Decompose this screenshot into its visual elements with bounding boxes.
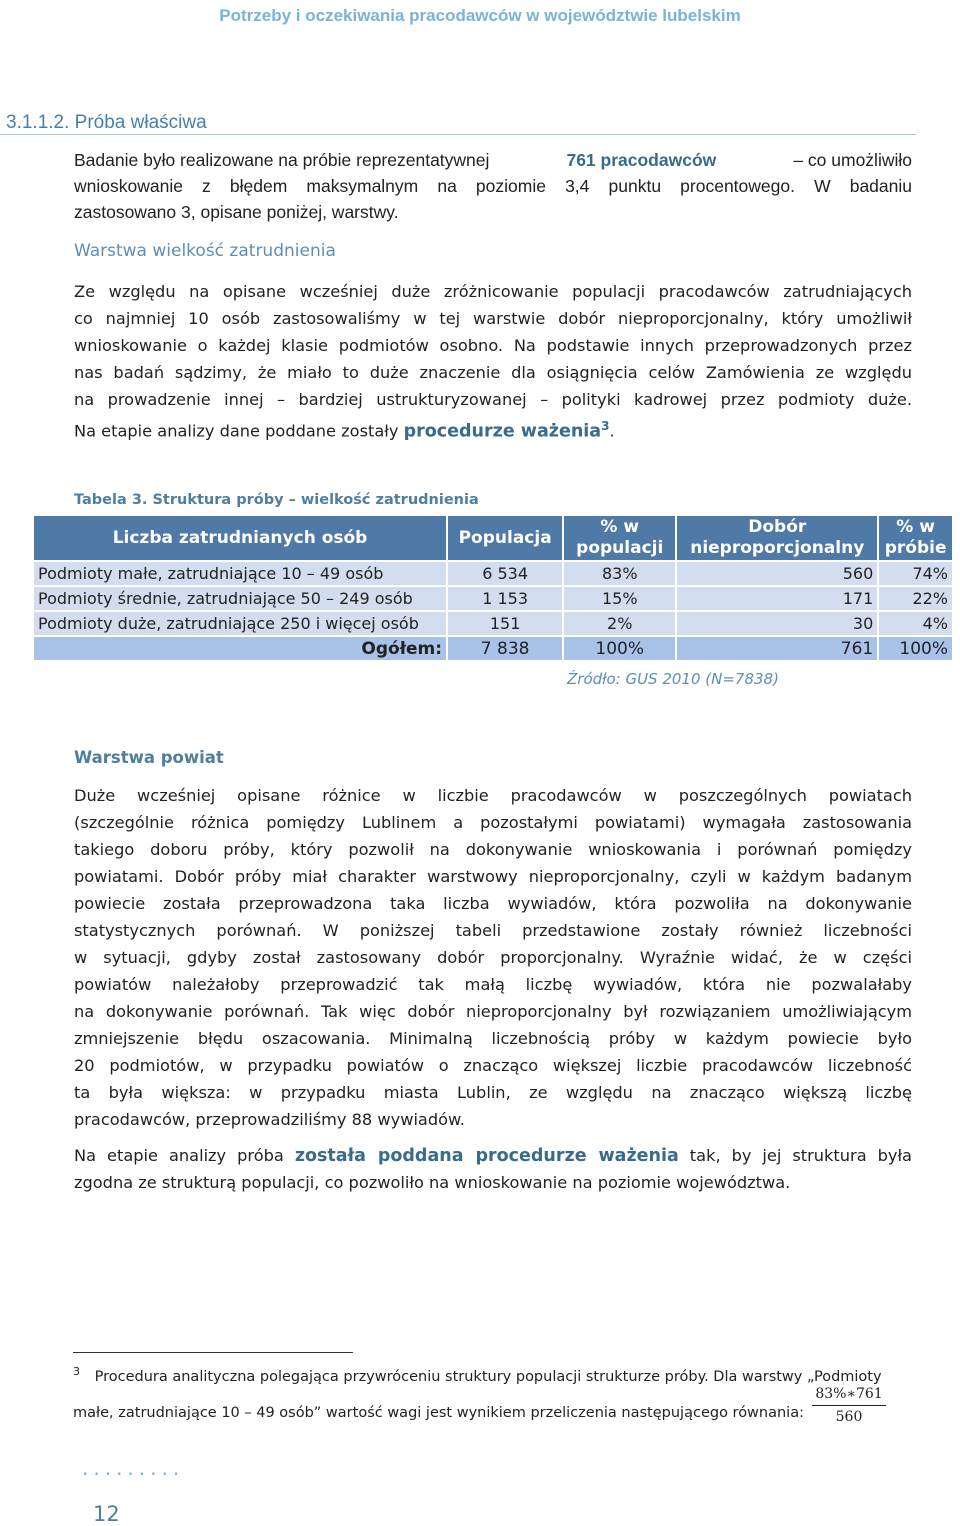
text-fragment: tak, by jej struktura była [689, 1146, 912, 1165]
paragraph-line: statystycznych porównań. W poniższej tabeli przedstawione zostały również liczebności [74, 921, 912, 940]
cell-population: 6 534 [448, 562, 562, 585]
paragraph-line: nas badań sądzimy, że miało to duże znaczenie dla osiągnięcia celów Zamówienia ze względu [74, 363, 912, 382]
sample-structure-table [32, 514, 954, 662]
weight-equation [812, 1386, 886, 1425]
stratum-district-paragraph [74, 782, 912, 1133]
section-heading: 3.1.1.2. Próba właściwa [6, 112, 207, 133]
table-header-row [34, 516, 952, 560]
cell-label: Podmioty duże, zatrudniające 250 i więcej osób [34, 612, 446, 635]
cell-pct-sample: 22% [879, 587, 952, 610]
equation-numerator: 83%∗761 [815, 1386, 883, 1402]
paragraph-line: Ze względu na opisane wcześniej duże zróżnicowanie populacji pracodawców zatrudniających [74, 282, 912, 301]
page-number: 12 [93, 1502, 120, 1526]
cell-label: Podmioty małe, zatrudniające 10 – 49 osób [34, 562, 446, 585]
section-rule [0, 134, 916, 135]
cell-pct-population: 83% [564, 562, 675, 585]
paragraph-line: powiatów należałoby przeprowadzić tak małą liczbę wywiadów, która nie pozwalałaby [74, 975, 912, 994]
paragraph-line: 20 podmiotów, w przypadku powiatów o znacząco większej liczbie pracodawców liczebność [74, 1056, 912, 1075]
cell-total-population: 7 838 [448, 637, 562, 660]
cell-pct-population: 15% [564, 587, 675, 610]
footnote-mark: 3 [73, 1365, 80, 1378]
weighting-highlight: została poddana procedurze ważenia [294, 1146, 679, 1166]
table-source: Źródło: GUS 2010 (N=7838) [567, 670, 779, 688]
table-total-row [34, 637, 952, 660]
fraction-bar [812, 1405, 886, 1406]
stratum-district-heading: Warstwa powiat [74, 748, 224, 767]
intro-line-2: wnioskowanie z błędem maksymalnym na poziomie 3,4 punktu procentowego. W badaniu [74, 176, 912, 196]
intro-line-1c: – co umożliwiło [793, 150, 912, 170]
footer-dots: ········· [82, 1462, 185, 1486]
paragraph-line: co najmniej 10 osób zastosowaliśmy w tej warstwie dobór nieproporcjonalny, który umożliwił [74, 309, 912, 328]
paragraph-line: zgodna ze strukturą populacji, co pozwoliło na wnioskowanie na poziomie województwa. [74, 1173, 791, 1192]
cell-label: Podmioty średnie, zatrudniające 50 – 249 osób [34, 587, 446, 610]
paragraph-line: (szczególnie różnica pomiędzy Lublinem a pozostałymi powiatami) wymagała zastosowania [74, 813, 912, 832]
cell-population: 1 153 [448, 587, 562, 610]
running-header: Potrzeby i oczekiwania pracodawców w województwie lubelskim [219, 6, 741, 25]
paragraph-line: powiecie została przeprowadzona taka liczba wywiadów, która pozwoliła na dokonywanie [74, 894, 912, 913]
cell-disproportional: 30 [677, 612, 877, 635]
col-header-size: Liczba zatrudnianych osób [34, 516, 446, 560]
paragraph-line: wnioskowanie o każdej klasie podmiotów osobno. Na podstawie innych przeprowadzonych przez [74, 336, 912, 355]
footnote-rule [73, 1352, 353, 1353]
cell-pct-sample: 74% [879, 562, 952, 585]
footnote-line-1: Procedura analityczna polegająca przywróceniu struktury populacji strukturze próby. Dla warstwy „Podmioty [94, 1368, 882, 1385]
paragraph-line: zmniejszenie błędu oszacowania. Minimalną liczebnością próby w każdym powiecie było [74, 1029, 912, 1048]
intro-line-3: zastosowano 3, opisane poniżej, warstwy. [74, 202, 399, 222]
table-row [34, 612, 952, 635]
cell-pct-sample: 4% [879, 612, 952, 635]
col-header-pct-population: % w populacji [564, 516, 675, 560]
cell-disproportional: 560 [677, 562, 877, 585]
cell-population: 151 [448, 612, 562, 635]
text-fragment: Na etapie analizy próba [74, 1146, 284, 1165]
footnote-ref[interactable]: 3 [601, 419, 610, 433]
col-header-population: Populacja [448, 516, 562, 560]
weighting-paragraph [74, 1142, 912, 1196]
footnote [73, 1362, 913, 1423]
paragraph-line: na dokonywanie porównań. Tak więc dobór nieproporcjonalny był rozwiązaniem umożliwiającym [74, 1002, 912, 1021]
text-fragment: . [609, 421, 615, 441]
intro-highlight: 761 pracodawców [566, 150, 717, 170]
paragraph-line: takiego doboru próby, który pozwolił na dokonywanie wnioskowania i porównań pomiędzy [74, 840, 912, 859]
cell-total-pct-population: 100% [564, 637, 675, 660]
col-header-disproportional: Dobór nieproporcjonalny [677, 516, 877, 560]
table-caption: Tabela 3. Struktura próby – wielkość zatrudnienia [74, 492, 479, 508]
paragraph-line: Duże wcześniej opisane różnice w liczbie pracodawców w poszczególnych powiatach [74, 786, 912, 805]
cell-total-label: Ogółem: [34, 637, 446, 660]
equation-denominator: 560 [835, 1409, 863, 1425]
paragraph-line: powiatami. Dobór próby miał charakter warstwowy nieproporcjonalny, czyli w każdym badanym [74, 867, 912, 886]
stratum-size-paragraph [74, 278, 912, 440]
paragraph-line: pracodawców, przeprowadziliśmy 88 wywiadów. [74, 1110, 465, 1129]
intro-line-1a: Badanie było realizowane na próbie reprezentatywnej [74, 150, 490, 170]
paragraph-line: w sytuacji, gdyby został zastosowany dobór proporcjonalny. Wyraźnie widać, że w części [74, 948, 912, 967]
table-row [34, 587, 952, 610]
paragraph-line-last [74, 413, 912, 440]
weighting-link-text: procedurze ważenia [403, 421, 602, 442]
table-row [34, 562, 952, 585]
col-header-pct-sample: % w próbie [879, 516, 952, 560]
stratum-size-heading: Warstwa wielkość zatrudnienia [74, 241, 336, 261]
cell-disproportional: 171 [677, 587, 877, 610]
paragraph-line: ta była większa: w przypadku miasta Lublin, ze względu na znacząco większą liczbę [74, 1083, 912, 1102]
footnote-line-2: małe, zatrudniające 10 – 49 osób” wartość wagi jest wynikiem przeliczenia następującego równania: [73, 1404, 804, 1421]
paragraph-line [74, 1142, 912, 1169]
cell-pct-population: 2% [564, 612, 675, 635]
paragraph-line: na prowadzenie innej – bardziej ustrukturyzowanej – polityki kadrowej przez podmioty duże. [74, 390, 912, 409]
cell-total-pct-sample: 100% [879, 637, 952, 660]
cell-total-disproportional: 761 [677, 637, 877, 660]
text-fragment: Na etapie analizy dane poddane zostały [74, 421, 399, 441]
intro-paragraph [74, 147, 912, 225]
